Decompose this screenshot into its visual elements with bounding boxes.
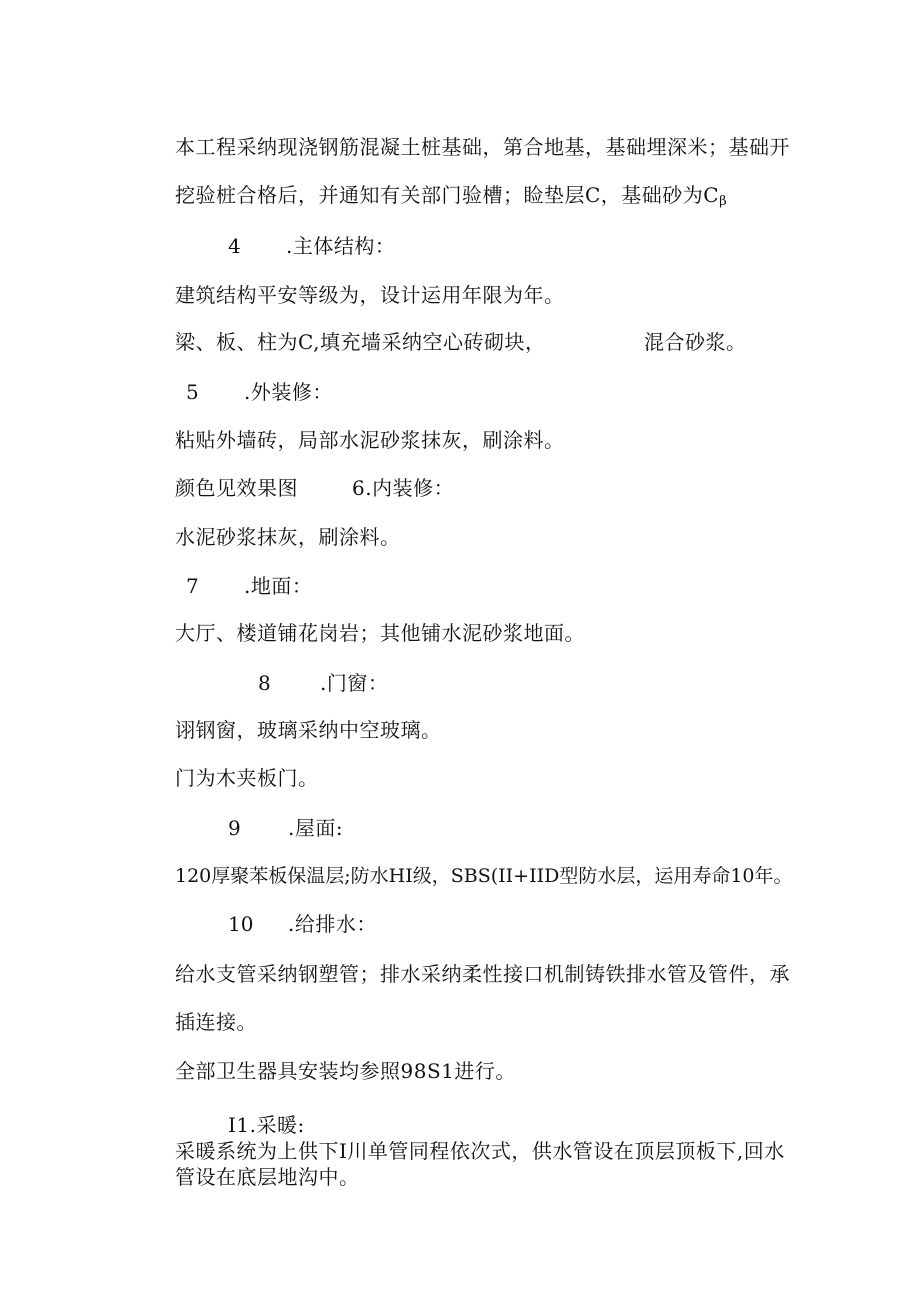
section-10-number: 10 (228, 912, 254, 936)
section-9-number: 9 (228, 816, 241, 840)
section-11-heading: I1.采暖: (228, 1113, 305, 1137)
section-5-number: 5 (186, 380, 199, 404)
section-10-line-3: 全部卫生器具安装均参照98S1进行。 (175, 1059, 516, 1083)
section-7-heading: .地面： (244, 574, 313, 598)
foundation-subscript: β (719, 194, 728, 209)
section-4-line-2a: 梁、板、柱为C,填充墙采纳空心砖砌块， (175, 330, 546, 354)
section-10-line-1: 给水支管采纳钢塑管；排水采纳柔性接口机制铸铁排水管及管件，承 (175, 962, 790, 986)
section-4-line-2b: 混合砂浆。 (644, 330, 747, 354)
section-7-number: 7 (186, 574, 199, 598)
section-5-line-1: 粘贴外墙砖，局部水泥砂浆抹灰，刷涂料。 (175, 428, 565, 452)
section-9-line-1: 120厚聚苯板保温层;防水HI级，SBS(II+IID型防水层，运用寿命10年。 (175, 865, 793, 887)
section-5-heading: .外装修： (244, 380, 333, 404)
section-4-number: 4 (228, 234, 241, 258)
section-11-line-1: 采暖系统为上供下I川单管同程依次式，供水管设在顶层顶板下,回水 (175, 1139, 785, 1163)
section-10-line-2: 插连接。 (175, 1010, 257, 1034)
section-11-line-2: 管设在底层地沟中。 (175, 1165, 360, 1189)
section-4-heading: .主体结构： (286, 234, 396, 258)
section-10-heading: .给排水： (288, 912, 377, 936)
section-8-heading: .门窗： (320, 671, 389, 695)
paragraph-foundation-line-1: 本工程采纳现浇钢筋混凝土桩基础，第合地基，基础埋深米；基础开 (175, 135, 790, 159)
section-6-heading: 6.内装修： (352, 476, 455, 500)
foundation-line-2-text: 挖验桩合格后，并通知有关部门验槽；睑垫层C，基础砂为C (175, 183, 720, 207)
section-8-number: 8 (258, 671, 271, 695)
section-5-line-2: 颜色见效果图 (175, 476, 298, 500)
section-7-line-1: 大厅、楼道铺花岗岩；其他铺水泥砂浆地面。 (175, 621, 585, 645)
section-8-line-1: 诩钢窗，玻璃采纳中空玻璃。 (175, 718, 442, 742)
section-8-line-2: 门为木夹板门。 (175, 766, 319, 790)
section-4-line-1: 建筑结构平安等级为，设计运用年限为年。 (175, 283, 565, 307)
section-6-line-1: 水泥砂浆抹灰，刷涂料。 (175, 525, 401, 549)
section-9-heading: .屋面: (288, 816, 344, 840)
paragraph-foundation-line-2 (175, 183, 727, 214)
